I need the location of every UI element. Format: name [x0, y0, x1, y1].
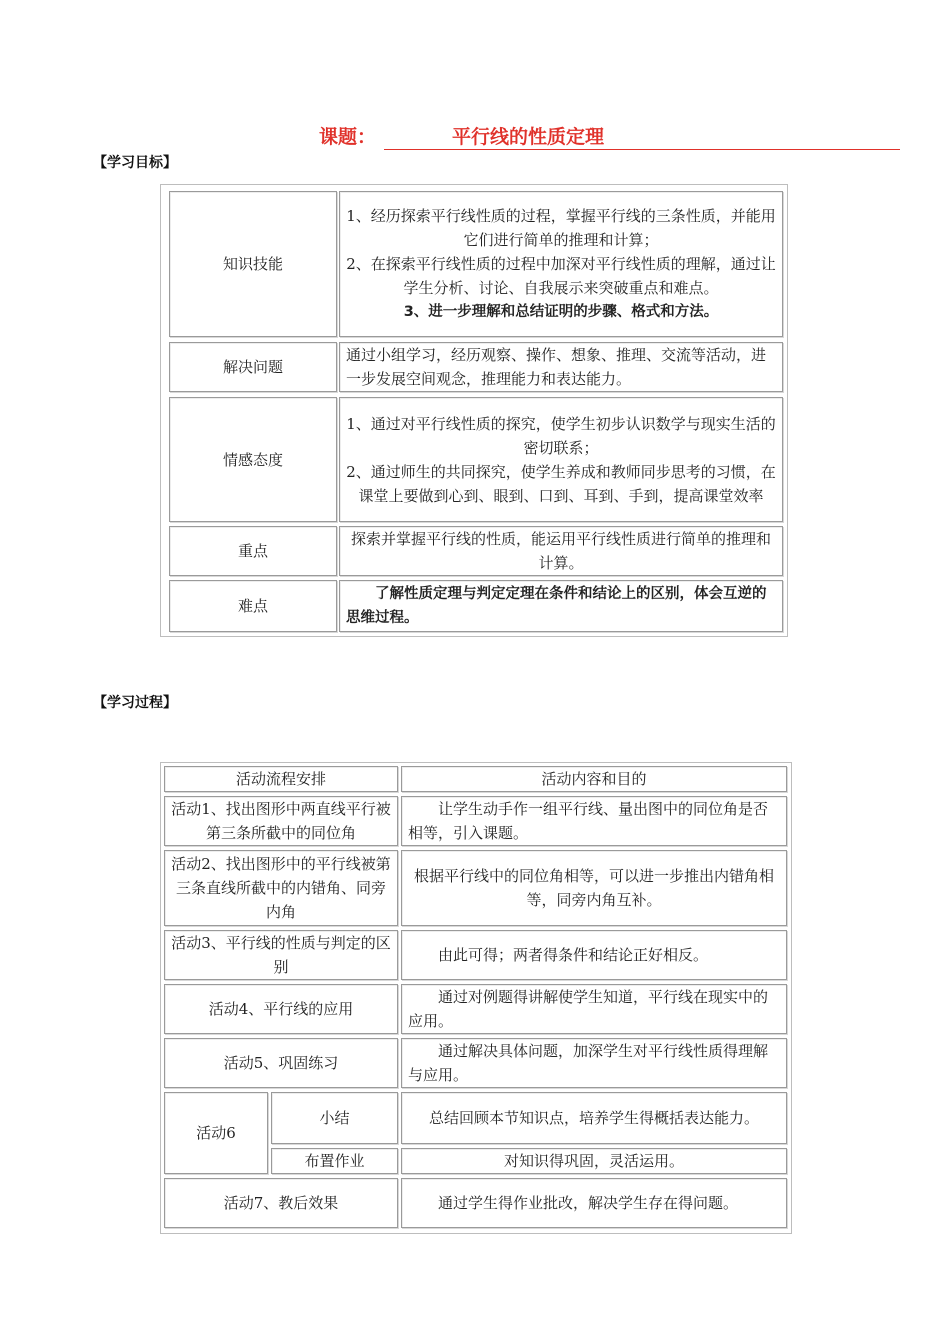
activity-6-sub-summary — [271, 1092, 398, 1144]
activity-4-name — [164, 984, 398, 1034]
label-text: 重点 — [237, 542, 268, 560]
header-text: 活动流程安排 — [235, 770, 326, 788]
header-text: 活动内容和目的 — [541, 770, 647, 788]
activity-text: 活动1、找出图形中两直线平行被第三条所截中的同位角 — [171, 800, 391, 842]
activity-5-content — [401, 1038, 787, 1088]
goals-key-content — [339, 526, 783, 576]
content-text: 让学生动手作一组平行线、量出图中的同位角是否相等，引入课题。 — [408, 800, 769, 842]
activity-4-content — [401, 984, 787, 1034]
process-header-col1 — [164, 766, 398, 792]
content-text: 通过解决具体问题，加深学生对平行线性质得理解与应用。 — [408, 1042, 769, 1084]
activity-5-name — [164, 1038, 398, 1088]
activity-text: 活动2、找出图形中的平行线被第三条直线所截中的内错角、同旁内角 — [171, 855, 391, 921]
activity-text: 活动7、教后效果 — [223, 1194, 339, 1212]
content-text: 根据平行线中的同位角相等，可以进一步推出内错角相等，同旁内角互补。 — [413, 867, 774, 909]
activity-text: 活动6 — [196, 1124, 236, 1142]
activity-3-name — [164, 930, 398, 980]
content-text: 由此可得；两者得条件和结论正好相反。 — [438, 946, 709, 964]
content-text: 通过小组学习，经历观察、操作、想象、推理、交流等活动，进一步发展空间观念，推理能力和表达能力。 — [346, 346, 767, 388]
goals-difficulty-content — [339, 580, 783, 632]
label-text: 情感态度 — [222, 450, 283, 469]
activity-6-summary-content — [401, 1092, 787, 1144]
content-text: 总结回顾本节知识点，培养学生得概括表达能力。 — [428, 1109, 759, 1127]
section-process-heading: 【学习过程】 — [93, 695, 177, 711]
section-goals-heading: 【学习目标】 — [93, 155, 177, 171]
label-text: 难点 — [237, 597, 268, 615]
goals-problem-label — [169, 342, 337, 392]
activity-2-content — [401, 850, 787, 926]
content-text: 了解性质定理与判定定理在条件和结论上的区别，体会互逆的思维过程。 — [346, 586, 767, 626]
label-text: 知识技能 — [222, 255, 283, 273]
title-prefix: 课题： — [319, 126, 377, 148]
title-text: 平行线的性质定理 — [384, 122, 900, 150]
activity-1-content — [401, 796, 787, 846]
activity-2-name — [164, 850, 398, 926]
goals-emotion-content — [339, 397, 783, 522]
sub-text: 小结 — [319, 1109, 350, 1127]
content-text: 对知识得巩固，灵活运用。 — [503, 1152, 684, 1170]
activity-7-content — [401, 1178, 787, 1228]
goals-key-label — [169, 526, 337, 576]
content-text: 通过对例题得讲解使学生知道，平行线在现实中的应用。 — [408, 988, 769, 1030]
activity-6-name — [164, 1092, 268, 1174]
goals-knowledge-content — [339, 191, 783, 337]
goals-problem-content — [339, 342, 783, 392]
activity-1-name — [164, 796, 398, 846]
knowledge-line-3: 3、进一步理解和总结证明的步骤、格式和方法。 — [403, 304, 719, 320]
activity-7-name — [164, 1178, 398, 1228]
sub-text: 布置作业 — [304, 1152, 365, 1170]
activity-3-content — [401, 930, 787, 980]
label-text: 解决问题 — [222, 358, 283, 376]
content-text: 通过学生得作业批改，解决学生存在得问题。 — [438, 1194, 739, 1212]
activity-6-homework-content — [401, 1148, 787, 1174]
emotion-line-1: 1、通过对平行线性质的探究，使学生初步认识数学与现实生活的密切联系； — [346, 414, 776, 457]
process-header-col2 — [401, 766, 787, 792]
goals-emotion-label — [169, 397, 337, 522]
knowledge-line-2: 2、在探索平行线性质的过程中加深对平行线性质的理解，通过让学生分析、讨论、自我展示来突破重点和难点。 — [346, 255, 776, 297]
activity-text: 活动4、平行线的应用 — [208, 1000, 354, 1018]
activity-text: 活动3、平行线的性质与判定的区别 — [171, 934, 391, 976]
lesson-title — [319, 122, 900, 150]
goals-difficulty-label — [169, 580, 337, 632]
knowledge-line-1: 1、经历探索平行线性质的过程，掌握平行线的三条性质，并能用它们进行简单的推理和计算； — [346, 207, 776, 249]
emotion-line-2: 2、通过师生的共同探究，使学生养成和教师同步思考的习惯，在课堂上要做到心到、眼到、口到、耳到、手到，提高课堂效率 — [346, 462, 776, 505]
content-text: 探索并掌握平行线的性质，能运用平行线性质进行简单的推理和计算。 — [350, 530, 771, 572]
activity-text: 活动5、巩固练习 — [223, 1054, 339, 1072]
activity-6-sub-homework — [271, 1148, 398, 1174]
goals-knowledge-label — [169, 191, 337, 337]
